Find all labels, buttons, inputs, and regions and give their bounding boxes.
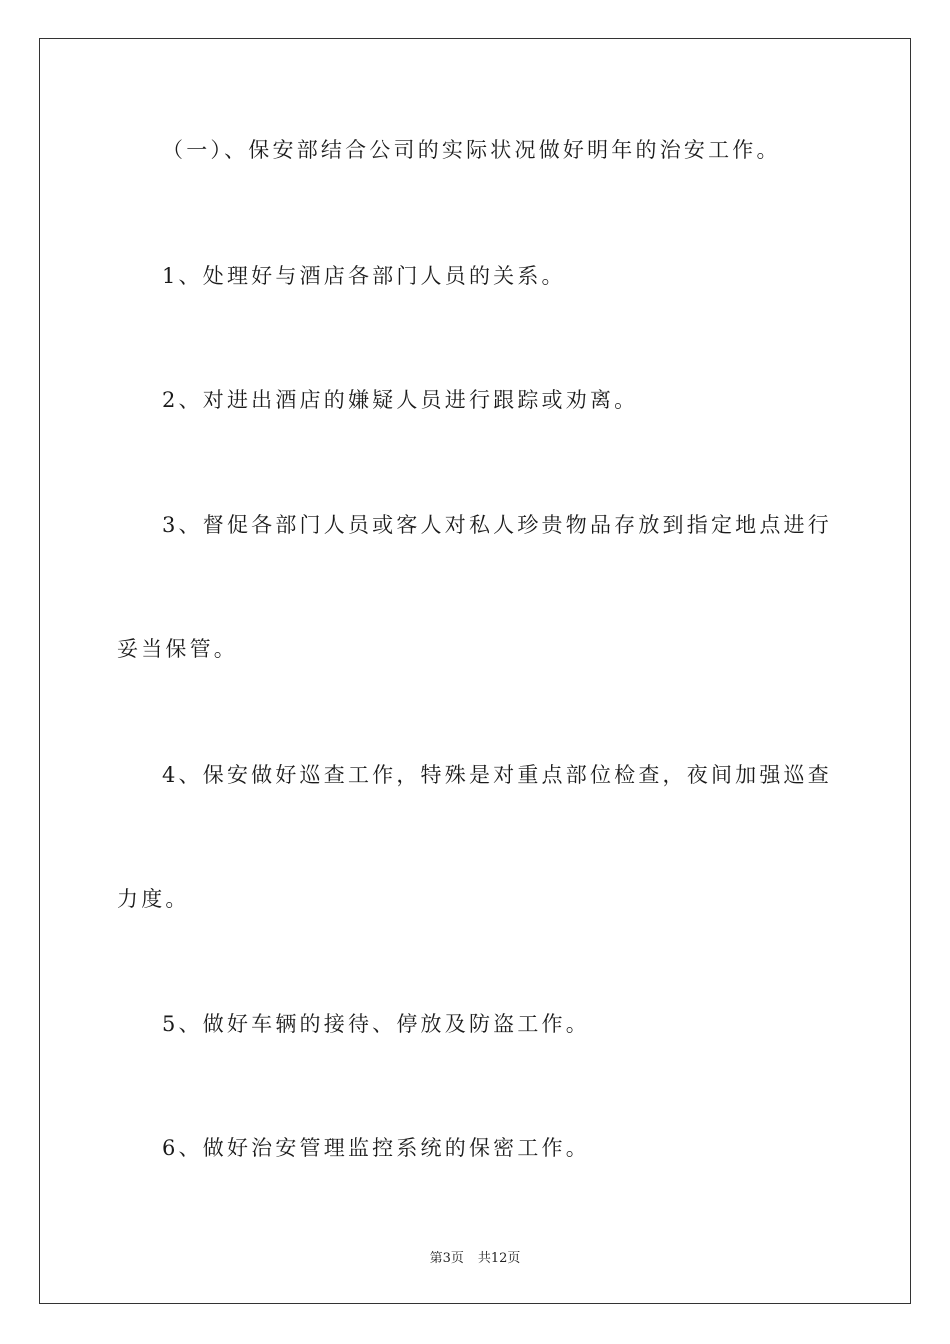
page-footer xyxy=(0,1247,950,1266)
list-item-continuation: 妥当保管。 xyxy=(117,637,238,661)
list-item: 6、做好治安管理监控系统的保密工作。 xyxy=(162,1136,590,1160)
page-total: 共12页 xyxy=(477,1251,521,1266)
section-heading: （一）、保安部结合公司的实际状况做好明年的治安工作。 xyxy=(162,138,781,162)
page-number: 第3页 xyxy=(429,1251,464,1266)
list-item: 5、做好车辆的接待、停放及防盗工作。 xyxy=(162,1012,590,1036)
list-item: 3、督促各部门人员或客人对私人珍贵物品存放到指定地点进行 xyxy=(162,513,832,537)
list-item: 2、对进出酒店的嫌疑人员进行跟踪或劝离。 xyxy=(162,388,639,412)
list-item: 1、处理好与酒店各部门人员的关系。 xyxy=(162,264,566,288)
list-item-continuation: 力度。 xyxy=(117,887,190,911)
list-item: 4、保安做好巡查工作，特殊是对重点部位检查，夜间加强巡查 xyxy=(162,763,832,787)
page-border xyxy=(39,38,911,1304)
